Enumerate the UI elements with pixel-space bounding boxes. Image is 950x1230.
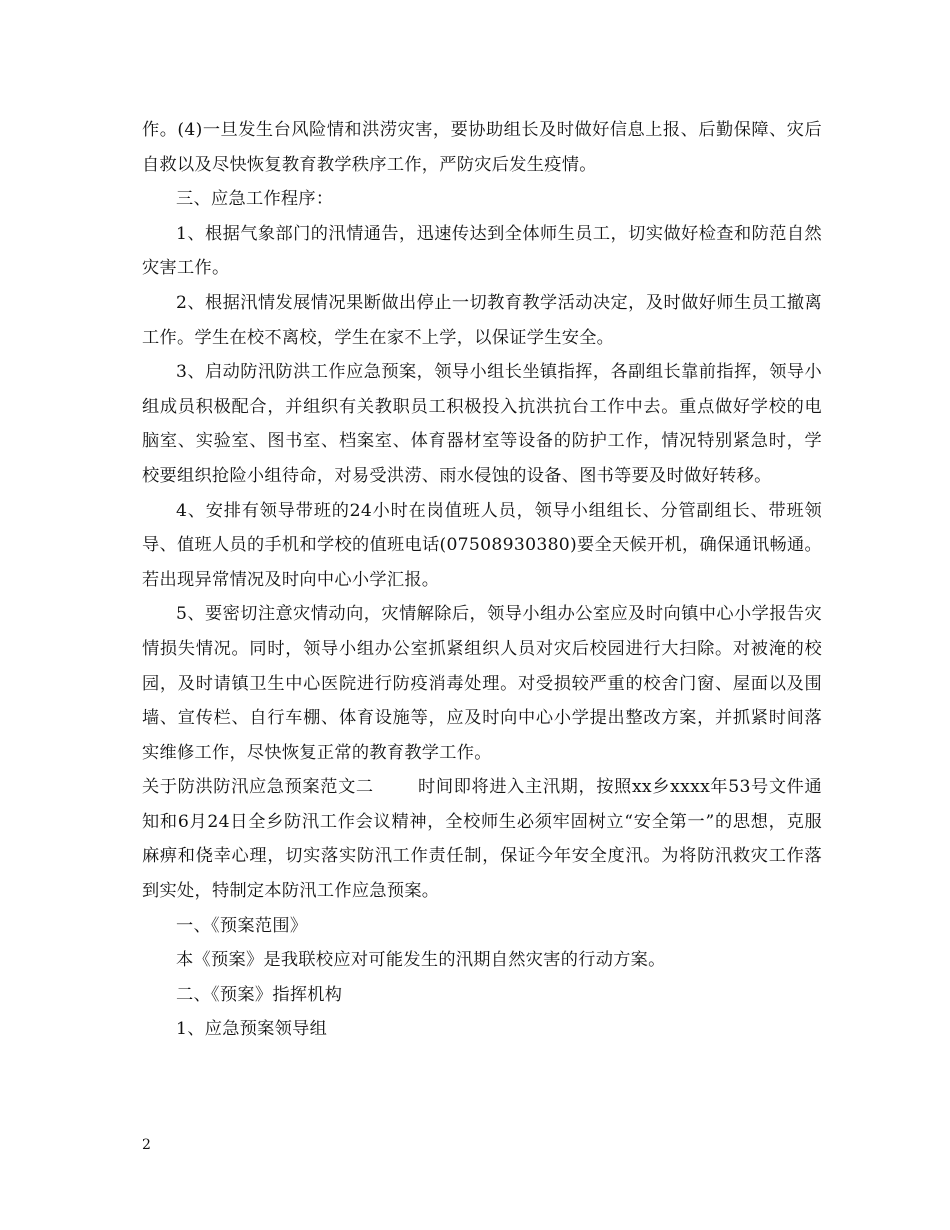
paragraph: 本《预案》是我联校应对可能发生的汛期自然灾害的行动方案。 [176, 950, 666, 971]
heading-leadership-group: 1、应急预案领导组 [176, 1019, 328, 1040]
heading-plan-scope: 一、《预案范围》 [176, 915, 308, 936]
paragraph: 4、安排有领导带班的24小时在岗值班人员，领导小组组长、分管副组长、带班领导、值班人员的手机和学校的值班电话(07508930380)要全天候开机，确保通讯畅通。若出现异常情况及时向中心小学汇报。 [142, 500, 822, 590]
heading-emergency-procedure: 三、应急工作程序： [176, 189, 334, 210]
document-body [142, 113, 822, 1047]
paragraph: 3、启动防汛防洪工作应急预案，领导小组长坐镇指挥，各副组长靠前指挥，领导小组成员积极配合，并组织有关教职员工积极投入抗洪抗台工作中去。重点做好学校的电脑室、实验室、图书室、档案室、体育器材室等设备的防护工作，情况特别紧急时，学校要组织抢险小组待命，对易受洪涝、雨水侵蚀的设备、图书等要及时做好转移。 [142, 362, 822, 486]
paragraph: 2、根据汛情发展情况果断做出停止一切教育教学活动决定，及时做好师生员工撤离工作。学生在校不离校，学生在家不上学，以保证学生安全。 [142, 292, 822, 348]
page-number: 2 [142, 1137, 151, 1153]
section-body: 时间即将进入主汛期，按照xx乡xxxx年53号文件通知和6月24日全乡防汛工作会议精神，全校师生必须牢固树立“安全第一”的思想，克服麻痹和侥幸心理，切实落实防汛工作责任制，保证今年安全度汛。为将防汛救灾工作落到实处，特制定本防汛工作应急预案。 [142, 777, 822, 902]
section-paragraph [142, 770, 822, 908]
paragraph: 作。(4)一旦发生台风险情和洪涝灾害，要协助组长及时做好信息上报、后勤保障、灾后自救以及尽快恢复教育教学秩序工作，严防灾后发生疫情。 [142, 120, 822, 175]
heading-command-structure: 二、《预案》指挥机构 [176, 984, 343, 1005]
section-title: 关于防洪防汛应急预案范文二 [142, 777, 374, 798]
paragraph: 5、要密切注意灾情动向，灾情解除后，领导小组办公室应及时向镇中心小学报告灾情损失情况。同时，领导小组办公室抓紧组织人员对灾后校园进行大扫除。对被淹的校园，及时请镇卫生中心医院进行防疫消毒处理。对受损较严重的校舍门窗、屋面以及围墙、宣传栏、自行车棚、体育设施等，应及时向中心小学提出整改方案，并抓紧时间落实维修工作，尽快恢复正常的教育教学工作。 [142, 604, 822, 763]
paragraph: 1、根据气象部门的汛情通告，迅速传达到全体师生员工，切实做好检查和防范自然灾害工作。 [142, 223, 822, 279]
